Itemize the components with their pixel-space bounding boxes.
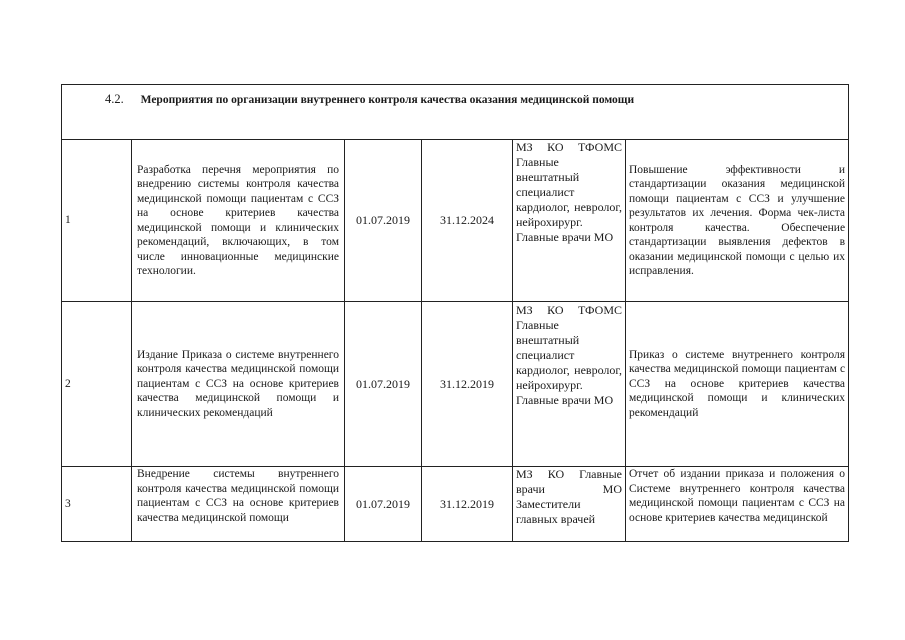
section-number: 4.2. — [105, 92, 124, 106]
executors-text: МЗ КО Главные врачи МО Заместители главных врачей — [516, 467, 622, 526]
section-header-row — [62, 85, 849, 140]
executors-cell — [513, 467, 626, 542]
result-cell — [626, 467, 849, 542]
section-title: Мероприятия по организации внутреннего контроля качества оказания медицинской помощи — [140, 94, 635, 106]
activity-cell — [132, 140, 345, 302]
row-number: 1 — [62, 140, 132, 302]
end-date: 31.12.2024 — [422, 140, 513, 302]
table-row — [62, 467, 849, 542]
start-date: 01.07.2019 — [345, 467, 422, 542]
activity-text: Внедрение системы внутреннего контроля качества медицинской помощи пациентам с ССЗ на основе критериев качества медицинской помощи — [137, 468, 339, 524]
activity-text: Разработка перечня мероприятия по внедрению системы контроля качества медицинской помощи пациентам с ССЗ на основе критериев качества медицинской помощи и клинических рекомендаций, включающих, в том числе инновационные медицинские технологии. — [137, 163, 339, 277]
executors-cell: МЗ КО ТФОМС Главные внештатный специалист кардиолог, невролог, нейрохирург. Главные врачи МО — [513, 140, 626, 302]
result-cell: Приказ о системе внутреннего контроля качества медицинской помощи пациентам с ССЗ на основе критериев качества медицинской помощи и клинических рекомендаций — [626, 302, 849, 467]
table-row — [62, 140, 849, 302]
result-text: Отчет об издании приказа и положения о Системе внутреннего контроля качества медицинской помощи пациентам с ССЗ на основе критериев качества медицинской — [629, 468, 846, 524]
end-date: 31.12.2019 — [422, 467, 513, 542]
result-cell: Повышение эффективности и стандартизации оказания медицинской помощи пациентам с ССЗ и улучшение результатов их лечения. Форма чек-листа контроля качества. Обеспечение стандартизации выявления дефектов в оказании медицинской помощи с целью их исправления. — [626, 140, 849, 302]
table-row — [62, 302, 849, 467]
section-header-cell — [62, 85, 849, 140]
row-number: 3 — [62, 467, 132, 542]
activity-cell — [132, 302, 345, 467]
row-number: 2 — [62, 302, 132, 467]
start-date: 01.07.2019 — [345, 302, 422, 467]
activity-cell — [132, 467, 345, 542]
measures-table — [61, 84, 849, 542]
start-date: 01.07.2019 — [345, 140, 422, 302]
end-date: 31.12.2019 — [422, 302, 513, 467]
executors-cell: МЗ КО ТФОМС Главные внештатный специалист кардиолог, невролог, нейрохирург. Главные врачи МО — [513, 302, 626, 467]
activity-text: Издание Приказа о системе внутреннего контроля качества медицинской помощи пациентам с ССЗ на основе критериев качества медицинской помощи и клинических рекомендаций — [137, 348, 339, 419]
